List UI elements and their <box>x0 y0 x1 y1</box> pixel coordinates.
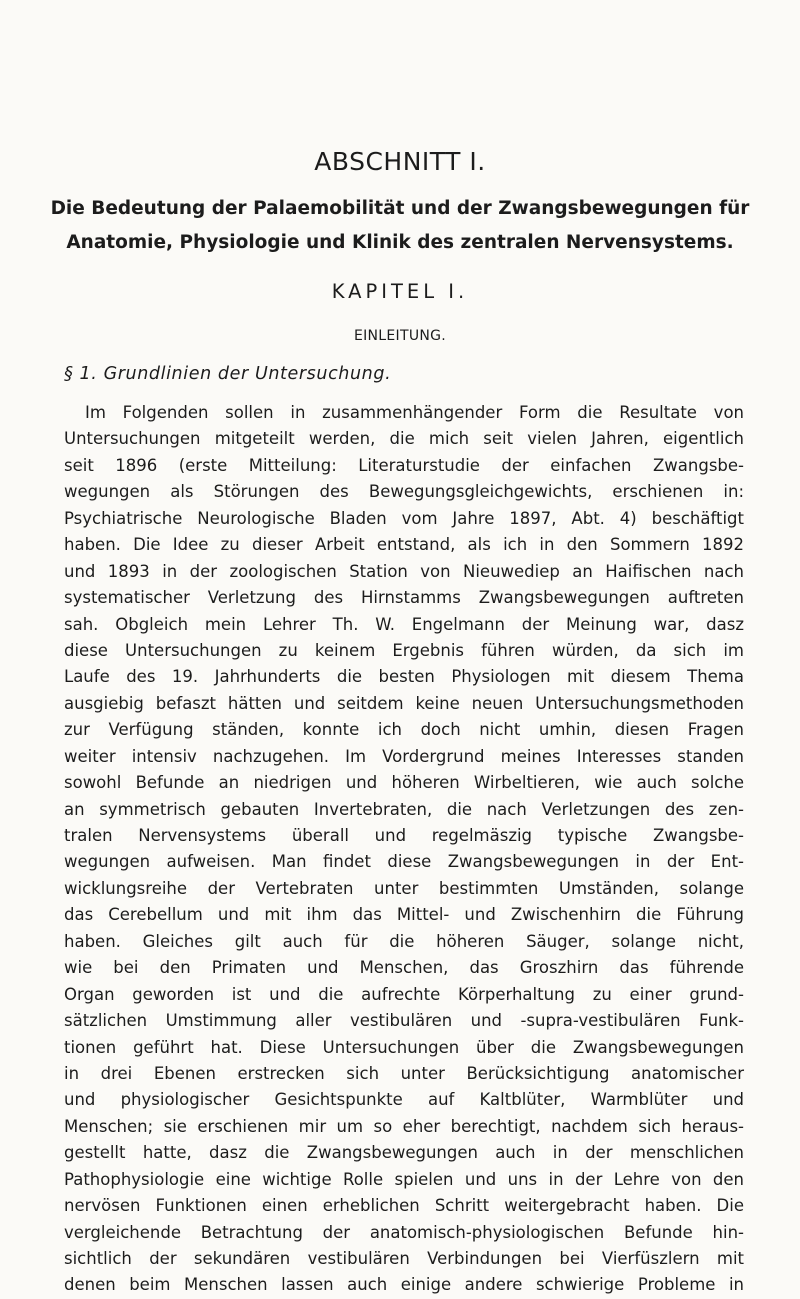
body-line: sätzlichen Umstimmung aller vestibulären und -supra-vestibulären Funk- <box>64 1011 744 1031</box>
section-heading: ABSCHNITT I. <box>314 147 486 176</box>
body-line: systematischer Verletzung des Hirnstamms Zwangsbewegungen auftreten <box>64 588 744 608</box>
body-line: Laufe des 19. Jahrhunderts die besten Physiologen mit diesem Thema <box>64 667 744 687</box>
body-line: Organ geworden ist und die aufrechte Körperhaltung zu einer grund- <box>64 984 744 1004</box>
body-line: haben. Gleiches gilt auch für die höheren Säuger, solange nicht, <box>64 931 744 951</box>
body-line: wie bei den Primaten und Menschen, das Groszhirn das führende <box>64 958 744 978</box>
body-line: wicklungsreihe der Vertebraten unter bestimmten Umständen, solange <box>64 878 744 898</box>
chapter-intro-heading: EINLEITUNG. <box>353 328 447 344</box>
body-line: Menschen; sie erschienen mir um so eher berechtigt, nachdem sich heraus- <box>64 1116 744 1136</box>
body-line: Pathophysiologie eine wichtige Rolle spielen und uns in der Lehre von den <box>64 1169 744 1189</box>
body-line: Psychiatrische Neurologische Bladen vom Jahre 1897, Abt. 4) beschäftigt <box>64 508 744 528</box>
body-line: ausgiebig befaszt hätten und seitdem keine neuen Untersuchungsmethoden <box>64 693 744 713</box>
body-line: diese Untersuchungen zu keinem Ergebnis führen würden, da sich im <box>64 640 744 660</box>
section-subtitle-line-2: Anatomie, Physiologie und Klinik des zentralen Nervensystems. <box>66 232 734 253</box>
body-line: und physiologischer Gesichtspunkte auf Kaltblüter, Warmblüter und <box>64 1090 744 1110</box>
body-line: zur Verfügung ständen, konnte ich doch nicht umhin, diesen Fragen <box>64 720 744 740</box>
body-line: denen beim Menschen lassen auch einige andere schwierige Probleme in <box>64 1275 744 1295</box>
body-line: Untersuchungen mitgeteilt werden, die mich seit vielen Jahren, eigentlich <box>64 429 744 449</box>
body-line: gestellt hatte, dasz die Zwangsbewegungen auch in der menschlichen <box>64 1143 744 1163</box>
body-text <box>64 400 744 1299</box>
body-line: wegungen als Störungen des Bewegungsgleichgewichts, erschienen in: <box>64 482 744 502</box>
body-line: an symmetrisch gebauten Invertebraten, die nach Verletzungen des zen- <box>64 799 744 819</box>
body-line: und 1893 in der zoologischen Station von Nieuwediep an Haifischen nach <box>64 561 744 581</box>
body-line: tralen Nervensystems überall und regelmäszig typische Zwangsbe- <box>64 826 744 845</box>
body-line: sah. Obgleich mein Lehrer Th. W. Engelmann der Meinung war, dasz <box>64 614 744 634</box>
body-line: seit 1896 (erste Mitteilung: Literaturstudie der einfachen Zwangsbe- <box>64 455 744 475</box>
section-subtitle-line-1: Die Bedeutung der Palaemobilität und der Zwangsbewegungen für <box>50 198 750 219</box>
body-line: weiter intensiv nachzugehen. Im Vordergrund meines Interesses standen <box>64 746 744 766</box>
section-subtitle <box>40 192 760 260</box>
body-line: vergleichende Betrachtung der anatomisch-physiologischen Befunde hin- <box>64 1222 744 1242</box>
body-line: nervösen Funktionen einen erheblichen Schritt weitergebracht haben. Die <box>64 1196 744 1216</box>
body-line: wegungen aufweisen. Man findet diese Zwangsbewegungen in der Ent- <box>64 852 744 872</box>
body-line: Im Folgenden sollen in zusammenhängender Form die Resultate von <box>85 403 744 422</box>
body-line: das Cerebellum und mit ihm das Mittel- und Zwischenhirn die Führung <box>64 905 744 925</box>
paragraph-heading: § 1. Grundlinien der Untersuchung. <box>64 364 392 384</box>
body-line: tionen geführt hat. Diese Untersuchungen über die Zwangsbewegungen <box>64 1037 744 1057</box>
chapter-heading: KAPITEL I. <box>331 280 469 303</box>
body-line: in drei Ebenen erstrecken sich unter Berücksichtigung anatomischer <box>64 1063 744 1083</box>
body-line: haben. Die Idee zu dieser Arbeit entstand, als ich in den Sommern 1892 <box>64 535 744 555</box>
body-line: sowohl Befunde an niedrigen und höheren Wirbeltieren, wie auch solche <box>64 773 744 793</box>
body-line: sichtlich der sekundären vestibulären Verbindungen bei Vierfüszlern mit <box>64 1249 744 1268</box>
